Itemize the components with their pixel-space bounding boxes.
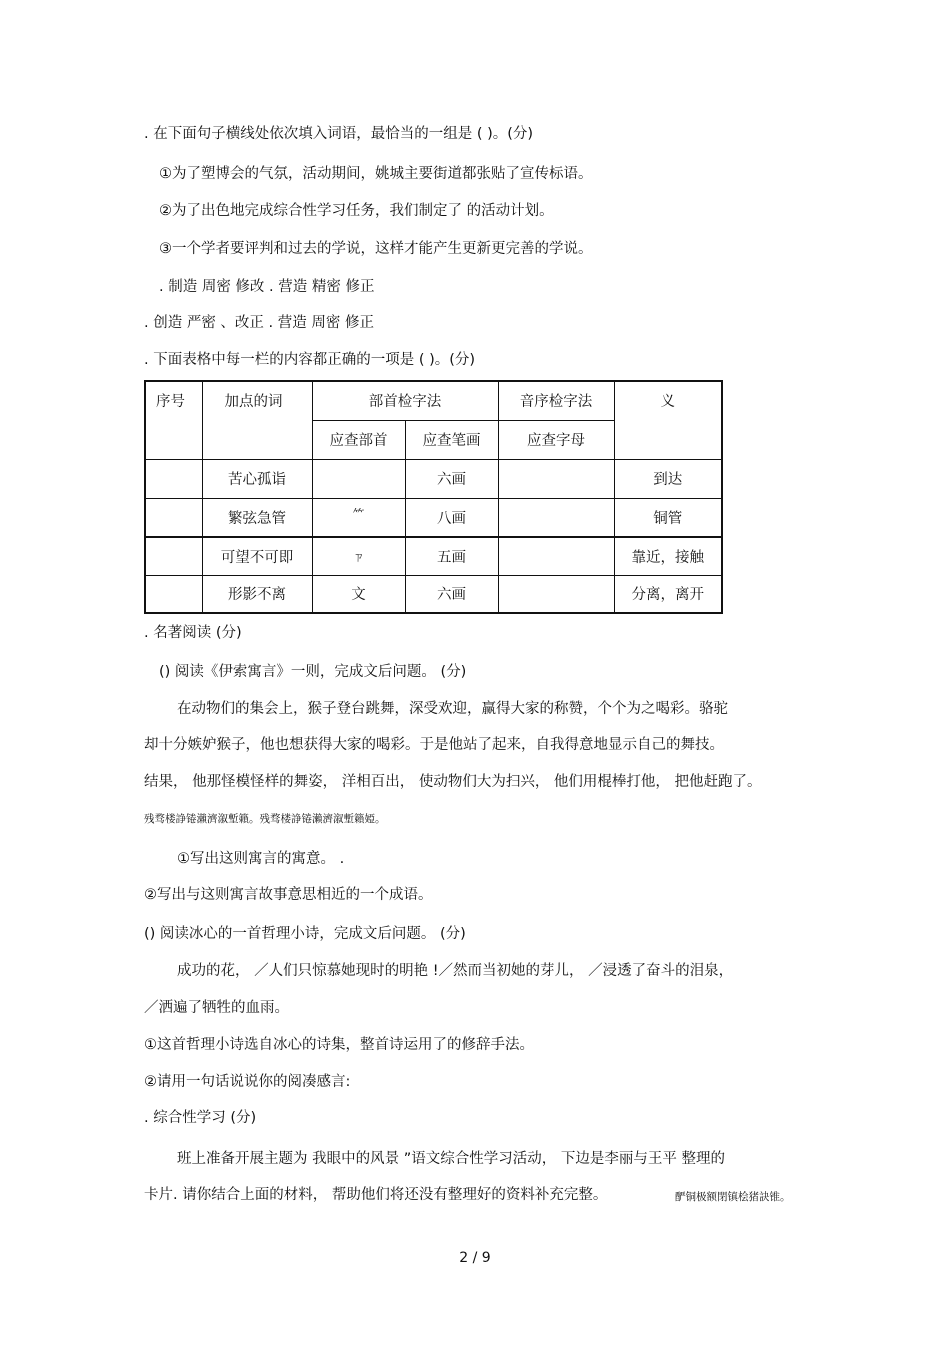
- dictionary-table: [144, 380, 723, 614]
- cell-word: 形影不离: [202, 575, 312, 613]
- table-row: [145, 575, 722, 613]
- table-row: [145, 459, 722, 498]
- cell-seq: [145, 459, 202, 498]
- q3-part1-question-1: ①写出这则寓言的寓意。 .: [177, 851, 345, 867]
- header-strokes: 应查笔画: [405, 420, 498, 459]
- q4-stem: . 综合性学习 (分): [144, 1110, 257, 1126]
- page-number: 2 / 9: [459, 1250, 491, 1266]
- cell-letter: [498, 575, 614, 613]
- cell-meaning: 靠近，接触: [614, 537, 722, 575]
- cell-letter: [498, 537, 614, 575]
- q1-options-row-2: . 创造 严密 、改正 . 营造 周密 修正: [144, 315, 374, 331]
- cell-seq: [145, 498, 202, 537]
- q3-garbled-text: 残骛楼諍锩瀨濟溆塹籟。残骛楼諍锩瀨濟溆塹籟婭。: [144, 813, 386, 825]
- cell-radical: ㄗ: [312, 537, 405, 575]
- cell-word: 苦心孤诣: [202, 459, 312, 498]
- q4-line-1: 班上准备开展主题为 我眼中的风景 ”语文综合性学习活动， 下边是李丽与王平 整理的: [177, 1151, 725, 1167]
- cell-word: 繁弦急管: [202, 498, 312, 537]
- table-row: [145, 537, 722, 575]
- cell-strokes: 五画: [405, 537, 498, 575]
- q3-poem-line-1: 成功的花， ／人们只惊慕她现时的明艳 !／然而当初她的芽儿， ／浸透了奋斗的泪泉，: [177, 963, 734, 979]
- header-radical: 应查部首: [312, 420, 405, 459]
- cell-word: 可望不可即: [202, 537, 312, 575]
- cell-letter: [498, 498, 614, 537]
- header-meaning: 义: [614, 381, 722, 459]
- cell-strokes: 六画: [405, 459, 498, 498]
- q2-stem: . 下面表格中每一栏的内容都正确的一项是 ( )。(分): [144, 352, 476, 368]
- cell-meaning: 分离，离开: [614, 575, 722, 613]
- q1-options-row-1: . 制造 周密 修改 . 营造 精密 修正: [159, 279, 375, 295]
- cell-meaning: 铜管: [614, 498, 722, 537]
- cell-radical: 文: [312, 575, 405, 613]
- cell-strokes: 六画: [405, 575, 498, 613]
- q1-sentence-2: ②为了出色地完成综合性学习任务，我们制定了 的活动计划。: [159, 203, 554, 219]
- header-seq: 序号: [145, 381, 202, 459]
- q3-fable-line-2: 却十分嫉妒猴子，他也想获得大家的喝彩。于是他站了起来，自我得意地显示自己的舞技。: [144, 737, 724, 753]
- q3-part1-stem: () 阅读《伊索寓言》一则，完成文后问题。 (分): [159, 664, 467, 680]
- q3-part2-question-1: ①这首哲理小诗选自冰心的诗集，整首诗运用了的修辞手法。: [144, 1037, 534, 1053]
- header-radical-method: 部首检字法: [312, 381, 498, 420]
- cell-seq: [145, 575, 202, 613]
- cell-seq: [145, 537, 202, 575]
- cell-letter: [498, 459, 614, 498]
- q3-fable-line-3: 结果， 他那怪模怪样的舞姿， 洋相百出， 使动物们大为扫兴， 他们用棍棒打他， 把他赶跑了。: [144, 774, 762, 790]
- cell-strokes: 八画: [405, 498, 498, 537]
- table-row: [145, 498, 722, 537]
- cell-radical: [312, 459, 405, 498]
- header-word: 加点的词: [202, 381, 312, 459]
- q3-poem-line-2: ／洒遍了牺牲的血雨。: [144, 1000, 289, 1016]
- cell-radical: ⺮: [312, 498, 405, 537]
- q3-part2-question-2: ②请用一句话说说你的阅凑感言:: [144, 1074, 351, 1090]
- q3-part1-question-2: ②写出与这则寓言故事意思相近的一个成语。: [144, 887, 433, 903]
- q1-sentence-1: ①为了塑博会的气氛，活动期间，姚城主要街道都张贴了宣传标语。: [159, 166, 593, 182]
- q4-garbled-text: 酽铜极额閉镇桧猪訣锥。: [675, 1191, 791, 1203]
- cell-meaning: 到达: [614, 459, 722, 498]
- q3-part2-stem: () 阅读冰心的一首哲理小诗，完成文后问题。 (分): [144, 926, 466, 942]
- header-phonetic-method: 音序检字法: [498, 381, 614, 420]
- q3-fable-line-1: 在动物们的集会上，猴子登台跳舞，深受欢迎，赢得大家的称赞，个个为之喝彩。骆驼: [177, 701, 728, 717]
- q1-sentence-3: ③一个学者要评判和过去的学说，这样才能产生更新更完善的学说。: [159, 241, 593, 257]
- q1-stem: . 在下面句子横线处依次填入词语，最恰当的一组是 ( )。(分): [144, 126, 534, 142]
- q3-stem: . 名著阅读 (分): [144, 625, 242, 641]
- header-letter: 应查字母: [498, 420, 614, 459]
- q4-line-2: 卡片. 请你结合上面的材料， 帮助他们将还没有整理好的资料补充完整。: [144, 1187, 608, 1203]
